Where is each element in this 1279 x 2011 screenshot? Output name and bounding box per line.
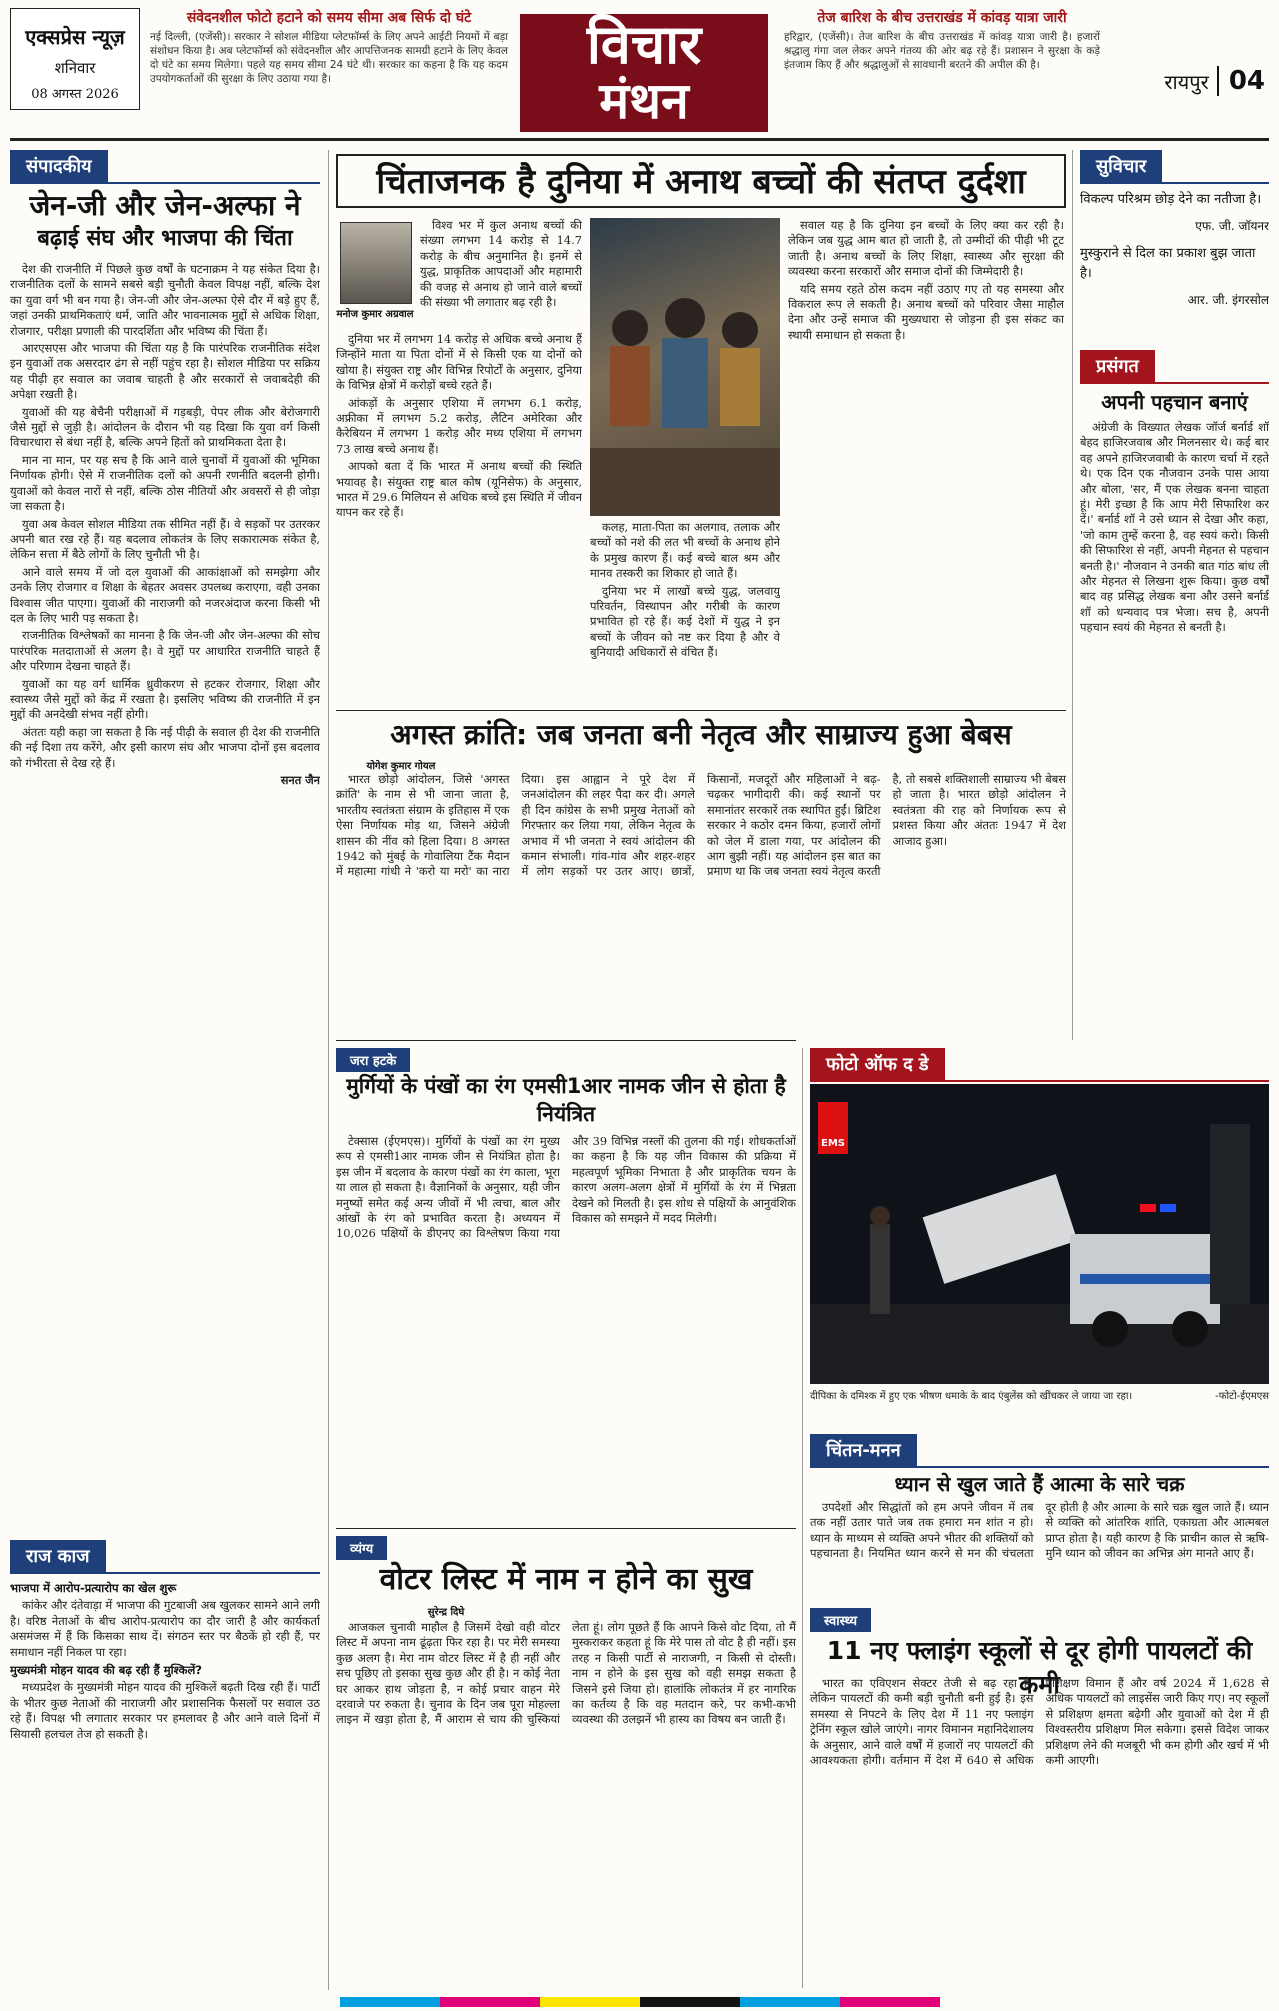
prasang-text: अंग्रेजी के विख्यात लेखक जॉर्ज बर्नार्ड शॉ बेहद हाजिरजवाब और मिलनसार थे। कई बार वह अपने हाजिरजवाबी के कारण चर्चा में रहते थे। एक दिन एक नौजवान उनके पास आया और बोला, 'सर, मैं एक लेखक बनना चाहता हूं। मेरी इच्छा है कि आप मेरी सिफारिश कर दें।' बर्नार्ड शॉ ने उसे ध्यान से देखा और कहा, 'जो काम तुम्हें करना है, वह स्वयं करो। किसी की सिफारिश से नहीं, अपनी मेहनत से पहचान बनती है।' नौजवान ने उनकी बात गांठ बांध ली और मेहनत से लिखना शुरू किया। कुछ वर्षों बाद वह प्रसिद्ध लेखक बना और उसने बर्नार्ड शॉ को धन्यवाद पत्र भेजा। सच है, अपनी पहचान स्वयं की मेहनत से बनती है। [1080, 420, 1269, 635]
rajkaaj-body [10, 1578, 320, 1998]
suvichar-author-1: एफ. जी. जॉयनर [1195, 219, 1269, 233]
vyangya-byline: सुरेन्द्र दिघे [427, 1607, 465, 1618]
photo-of-day [810, 1084, 1269, 1384]
rajkaaj-label: राज काज [10, 1540, 106, 1574]
lead-paragraph: आंकड़ों के अनुसार एशिया में लगभग 6.1 करोड़, अफ्रीका में लगभग 5.2 करोड़, लैटिन अमेरिका और कैरेबियन में लगभग 1 करोड़ और मध्य एशिया में लगभग 73 लाख बच्चे अनाथ हैं। [336, 395, 582, 456]
paper-name: एक्सप्रेस न्यूज़ [25, 25, 125, 49]
prasang-headline: अपनी पहचान बनाएं [1101, 390, 1248, 414]
brief-right-text: हरिद्वार, (एजेंसी)। तेज बारिश के बीच उत्तराखंड में कांवड़ यात्रा जारी है। हजारों श्रद्धालु गंगा जल लेकर अपने गंतव्य की ओर बढ़ रहे हैं। प्रशासन ने सुरक्षा के कड़े इंतजाम किए हैं और श्रद्धालुओं से सावधानी बरतने की अपील की है। [784, 31, 1100, 71]
lead-byline: मनोज कुमार अग्रवाल [336, 309, 414, 320]
vyangya-headline: वोटर लिस्ट में नाम न होने का सुख [379, 1562, 753, 1597]
vyangya-tag-wrap [336, 1536, 387, 1560]
photo-label-bar [810, 1048, 1269, 1082]
lead-paragraph: दुनिया भर में लाखों बच्चे युद्ध, जलवायु परिवर्तन, विस्थापन और गरीबी के कारण प्रभावित हो रहे हैं। कई देशों में युद्ध ने इन बच्चों के जीवन को नष्ट कर दिया है और वे बुनियादी अधिकारों से वंचित हैं। [590, 583, 780, 660]
kranti-headline: अगस्त क्रांति: जब जनता बनी नेतृत्व और साम्राज्य हुआ बेबस [390, 718, 1012, 751]
editorial-paragraph: युवा अब केवल सोशल मीडिया तक सीमित नहीं हैं। वे सड़कों पर उतरकर अपनी बात रख रहे हैं। यह बदलाव लोकतंत्र के लिए सकारात्मक संकेत है, लेकिन सत्ता में बैठे लोगों के लिए चुनौती भी है। [10, 516, 320, 562]
page-number: 04 [1217, 66, 1265, 96]
lead-paragraph: दुनिया भर में लगभग 14 करोड़ से अधिक बच्चे अनाथ हैं जिन्होंने माता या पिता दोनों में से किसी एक या दोनों को खोया है। संयुक्त राष्ट्र और विभिन्न रिपोर्टों के अनुसार, दुनिया के विभिन्न क्षेत्रों में करोड़ों बच्चे रहते हैं। [336, 332, 582, 393]
suvichar-quote-1: विकल्प परिश्रम छोड़ देने का नतीजा है। [1080, 192, 1262, 207]
editorial-body [10, 262, 320, 1530]
swasthya-body [810, 1676, 1269, 1982]
city-name: रायपुर [1164, 70, 1209, 94]
column-divider [1072, 150, 1073, 1040]
chintan-label-bar [810, 1434, 1269, 1468]
lead-divider [336, 710, 1066, 711]
editorial-label: संपादकीय [10, 150, 108, 184]
editorial-paragraph: युवाओं की यह बेचैनी परीक्षाओं में गड़बड़ी, पेपर लीक और बेरोजगारी जैसे मुद्दों से जुड़ी है। आंदोलन के दौरान भी यह दिखा कि युवा वर्ग किसी विचारधारा से बंधा नहीं है, बल्कि अपने हितों को प्राथमिकता देता है। [10, 404, 320, 450]
lead-col-2b [590, 520, 780, 702]
editorial-signature: सनत जैन [280, 773, 320, 787]
suvichar-label-bar [1080, 150, 1269, 184]
ems-logo: EMS [818, 1102, 848, 1154]
prasang-body [1080, 420, 1269, 1034]
editorial-paragraph: अंततः यही कहा जा सकता है कि नई पीढ़ी के सवाल ही देश की राजनीति की नई दिशा तय करेंगे, और इसी कारण संघ और भाजपा दोनों इस बदलाव को गंभीरता से देख रहे हैं। [10, 724, 320, 770]
rajkaaj-text-2: मध्यप्रदेश के मुख्यमंत्री मोहन यादव की मुश्किलें बढ़ती दिख रही हैं। पार्टी के भीतर कुछ नेताओं की नाराजगी और प्रशासनिक फैसलों पर सवाल उठ रहे हैं। विपक्ष भी लगातार सरकार पर हमलावर है और आने वाले दिनों में सियासी हलचल तेज हो सकती है। [10, 1680, 320, 1741]
editorial-paragraph: युवाओं का यह वर्ग धार्मिक ध्रुवीकरण से हटकर रोजगार, शिक्षा और स्वास्थ्य जैसे मुद्दों को केंद्र में रखता है। इसलिए भविष्य की राजनीति में इन मुद्दों की अनदेखी संभव नहीं होगी। [10, 676, 320, 722]
editorial-paragraph: देश की राजनीति में पिछले कुछ वर्षों के घटनाक्रम ने यह संकेत दिया है। राजनीतिक दलों के सामने सबसे बड़ी चुनौती केवल विपक्ष नहीं, बल्कि देश का युवा वर्ग भी बन गया है। जेन-जी और जेन-अल्फा ऐसे दौर में बड़े हुए हैं, जहां उनकी प्राथमिकताएं धर्म, जाति और भावनात्मक मुद्दों से अधिक शिक्षा, रोजगार, परीक्षा प्रणाली की पारदर्शिता और भविष्य की चिंता हैं। [10, 262, 320, 338]
hatke-divider [336, 1040, 796, 1041]
column-divider [328, 150, 329, 1990]
prasang-label: प्रसंगत [1080, 350, 1155, 384]
lead-paragraph: सवाल यह है कि दुनिया इन बच्चों के लिए क्या कर रही है। लेकिन जब युद्ध आम बात हो जाती है, तो उम्मीदों की पीढ़ी भी टूट जाती है। अनाथ बच्चों के लिए शिक्षा, स्वास्थ्य और सुरक्षा की व्यवस्था करना सरकारों और समाज दोनों की जिम्मेदारी है। [788, 218, 1064, 279]
hatke-headline: मुर्गियों के पंखों का रंग एमसी1आर नामक जीन से होता है नियंत्रित [346, 1074, 786, 1126]
editorial-paragraph: आरएसएस और भाजपा की चिंता यह है कि पारंपरिक राजनीतिक संदेश इन युवाओं तक असरदार ढंग से नहीं पहुंच रहा है। सोशल मीडिया पर सक्रिय यह पीढ़ी हर सवाल का जवाब चाहती है और सरकारों से जवाबदेही की अपेक्षा रखती है। [10, 341, 320, 402]
lead-paragraph: यदि समय रहते ठोस कदम नहीं उठाए गए तो यह समस्या और विकराल रूप ले सकती है। अनाथ बच्चों को परिवार जैसा माहौल देना और उन्हें समाज की मुख्यधारा से जोड़ना ही इस संकट का स्थायी समाधान हो सकता है। [788, 281, 1064, 342]
vyangya-body [336, 1620, 796, 1990]
section-title-box [520, 14, 768, 132]
hatke-tag: जरा हटके [336, 1048, 410, 1072]
rajkaaj-subhead-2: मुख्यमंत्री मोहन यादव की बढ़ रही हैं मुश्किलें? [10, 1663, 202, 1678]
suvichar-author-2: आर. जी. इंगरसोल [1187, 293, 1269, 307]
photo-scene [810, 1084, 1269, 1384]
masthead-box [10, 8, 140, 110]
kranti-text: भारत छोड़ो आंदोलन, जिसे 'अगस्त क्रांति' के नाम से भी जाना जाता है, भारतीय स्वतंत्रता संग्राम के इतिहास में एक ऐसा निर्णायक मोड़ था, जिसने अंग्रेजी शासन की नींव को हिला दिया। 8 अगस्त 1942 को मुंबई के गोवालिया टैंक मैदान में महात्मा गांधी ने 'करो या मरो' का नारा दिया। इस आह्वान ने पूरे देश में जनआंदोलन की लहर पैदा कर दी। अगले ही दिन कांग्रेस के सभी प्रमुख नेताओं को गिरफ्तार कर लिया गया, लेकिन नेतृत्व के अभाव में भी जनता ने स्वयं आंदोलन की कमान संभाली। गांव-गांव और शहर-शहर में लोग सड़कों पर उतर आए। छात्रों, किसानों, मजदूरों और महिलाओं ने बढ़-चढ़कर भागीदारी की। कई स्थानों पर समानांतर सरकारें तक स्थापित हुईं। ब्रिटिश सरकार ने कठोर दमन किया, हजारों लोगों को जेल में डाला गया, पर आंदोलन की आग बुझी नहीं। यह आंदोलन इस बात का प्रमाण था कि जब जनता स्वयं नेतृत्व करती है, तो सबसे शक्तिशाली साम्राज्य भी बेबस हो जाता है। भारत छोड़ो आंदोलन ने स्वतंत्रता की राह को निर्णायक रूप से प्रशस्त किया और अंततः 1947 में देश आजाद हुआ। [336, 772, 1066, 879]
photo-label: फोटो ऑफ द डे [810, 1048, 945, 1082]
masthead-rule [10, 138, 1269, 141]
editorial-headline [10, 188, 320, 254]
issue-day: शनिवार [54, 59, 96, 77]
kranti-byline: योगेश कुमार गोयल [366, 761, 436, 772]
swasthya-tag: स्वास्थ्य [810, 1608, 871, 1632]
editorial-label-bar [10, 150, 320, 184]
editorial-headline-line2: बढ़ाई संघ और भाजपा की चिंता [37, 226, 293, 251]
lead-col-1a [420, 218, 582, 328]
swasthya-headline: 11 नए फ्लाइंग स्कूलों से दूर होगी पायलटों की कमी [826, 1636, 1253, 1699]
registration-marks [340, 1997, 940, 2007]
suvichar-quote-2: मुस्कुराने से दिल का प्रकाश बुझ जाता है। [1080, 246, 1256, 281]
chintan-text: उपदेशों और सिद्धांतों को हम अपने जीवन में तब तक नहीं उतार पाते जब तक हमारा मन शांत न हो। ध्यान के माध्यम से व्यक्ति अपने भीतर की शक्तियों को पहचानता है। नियमित ध्यान करने से मन की चंचलता दूर होती है और आत्मा के सारे चक्र खुल जाते हैं। ध्यान से व्यक्ति को आंतरिक शांति, एकाग्रता और आत्मबल प्राप्त होता है। यही कारण है कि प्राचीन काल से ऋषि-मुनि ध्यान को जीवन का अभिन्न अंग मानते आए हैं। [810, 1500, 1269, 1561]
issue-date: 08 अगस्त 2026 [31, 87, 119, 102]
editorial-paragraph: मान ना मान, पर यह सच है कि आने वाले चुनावों में युवाओं की भूमिका निर्णायक होगी। ऐसे में राजनीतिक दलों को अपनी रणनीति बदलनी होगी। युवाओं को केवल नारों से नहीं, बल्कि ठोस नीतियों और अवसरों से ही जोड़ा जा सकता है। [10, 452, 320, 514]
vyangya-divider [336, 1528, 796, 1529]
brief-right[interactable] [784, 8, 1100, 72]
hatke-tag-wrap [336, 1048, 410, 1072]
rajkaaj-label-bar [10, 1540, 320, 1574]
lead-col-1b [336, 332, 582, 700]
lead-paragraph: आपको बता दें कि भारत में अनाथ बच्चों की स्थिति भयावह है। संयुक्त राष्ट्र बाल कोष (यूनिसेफ) के अनुसार, भारत में 29.6 मिलियन से अधिक बच्चे इस स्थिति में जीवन यापन कर रहे हैं। [336, 459, 582, 520]
kranti-body [336, 772, 1066, 1034]
lead-col-3 [788, 218, 1064, 702]
editorial-paragraph: आने वाले समय में जो दल युवाओं की आकांक्षाओं को समझेगा और उनके लिए रोजगार व शिक्षा के बेहतर अवसर उपलब्ध कराएगा, वही उनका विश्वास जीत पाएगा। युवाओं की नाराजगी को नजरअंदाज करना किसी भी दल के लिए भारी पड़ सकता है। [10, 564, 320, 625]
lead-headline: चिंताजनक है दुनिया में अनाथ बच्चों की संतप्त दुर्दशा [336, 154, 1066, 208]
editorial-paragraph: राजनीतिक विश्लेषकों का मानना है कि जेन-जी और जेन-अल्फा की सोच पारंपरिक मतदाताओं से अलग है। वे मुद्दों पर आधारित राजनीति चाहते हैं और परिणाम देखना चाहते हैं। [10, 628, 320, 674]
hatke-text: टेक्सास (ईएमएस)। मुर्गियों के पंखों का रंग मुख्य रूप से एमसी1आर नामक जीन से नियंत्रित होता है। इस जीन में बदलाव के कारण पंखों का रंग काला, भूरा या लाल हो सकता है। वैज्ञानिकों के अनुसार, यही जीन मनुष्यों समेत कई अन्य जीवों में भी त्वचा, बाल और आंखों के रंग को प्रभावित करता है। अध्ययन में 10,026 पक्षियों के डीएनए का विश्लेषण किया गया और 39 विभिन्न नस्लों की तुलना की गई। शोधकर्ताओं का कहना है कि यह जीन विकास की प्रक्रिया में महत्वपूर्ण भूमिका निभाता है और प्राकृतिक चयन के कारण अलग-अलग क्षेत्रों में मुर्गियों के रंग में भिन्नता देखने को मिलती है। इस शोध से पक्षियों के आनुवंशिक विकास को समझने में मदद मिलेगी। [336, 1134, 796, 1241]
chintan-label: चिंतन-मनन [810, 1434, 917, 1468]
chintan-body [810, 1500, 1269, 1596]
prasang-label-bar [1080, 350, 1269, 384]
section-title-line2: मंथन [599, 72, 689, 130]
brief-right-title: तेज बारिश के बीच उत्तराखंड में कांवड़ यात्रा जारी [817, 10, 1067, 26]
lead-paragraph: विश्व भर में कुल अनाथ बच्चों की संख्या लगभग 14 करोड़ से 14.7 करोड़ के बीच अनुमानित है। इनमें से युद्ध, प्राकृतिक आपदाओं और महामारी की वजह से अनाथ हो जाने वाले बच्चों की संख्या भी लगातार बढ़ रही है। [420, 218, 582, 310]
brief-left-title: संवेदनशील फोटो हटाने को समय सीमा अब सिर्फ दो घंटे [186, 10, 472, 26]
editorial-headline-line1: जेन-जी और जेन-अल्फा ने [29, 189, 301, 222]
color-registration-strip [340, 1992, 940, 2002]
brief-left-text: नई दिल्ली, (एजेंसी)। सरकार ने सोशल मीडिया प्लेटफॉर्म्स के लिए अपने आईटी नियमों में बड़ा संशोधन किया है। अब प्लेटफॉर्म्स को संवेदनशील और आपत्तिजनक सामग्री हटाने के लिए केवल दो घंटे का समय मिलेगा। पहले यह समय सीमा 24 घंटे थी। सरकार का कहना है कि यह कदम उपयोगकर्ताओं की सुरक्षा के लिए उठाया गया है। [150, 31, 508, 85]
photo-credit: -फोटो-ईएमएस [1215, 1391, 1269, 1402]
children-silhouettes [590, 218, 780, 516]
hatke-body [336, 1134, 796, 1522]
brief-left[interactable] [150, 8, 508, 86]
lead-paragraph: कलह, माता-पिता का अलगाव, तलाक और बच्चों को नशे की लत भी बच्चों के अनाथ होने के प्रमुख कारण हैं। कई बच्चे बाल श्रम और मानव तस्करी का शिकार हो जाते हैं। [590, 520, 780, 581]
orphan-children-photo [590, 218, 780, 516]
vyangya-tag: व्यंग्य [336, 1536, 387, 1560]
rajkaaj-text-1: कांकेर और दंतेवाड़ा में भाजपा की गुटबाजी अब खुलकर सामने आने लगी है। वरिष्ठ नेताओं के बीच आरोप-प्रत्यारोप का दौर जारी है और कार्यकर्ता असमंजस में हैं कि किसका साथ दें। संगठन स्तर पर बैठकें हो रही हैं, पर समाधान नहीं निकल पा रहा। [10, 1598, 320, 1659]
section-title-line1: विचार [586, 13, 702, 76]
rajkaaj-subhead-1: भाजपा में आरोप-प्रत्यारोप का खेल शुरू [10, 1581, 177, 1595]
photo-caption: दीपिका के दमिश्क में हुए एक भीषण धमाके के बाद एंबुलेंस को खींचकर ले जाया जा रहा। [810, 1391, 1133, 1402]
suvichar-body [1080, 190, 1269, 340]
swasthya-text: भारत का एविएशन सेक्टर तेजी से बढ़ रहा है, लेकिन पायलटों की कमी बड़ी चुनौती बनी हुई है। इस समस्या से निपटने के लिए देश में 11 नए फ्लाइंग ट्रेनिंग स्कूल खोले जाएंगे। नागर विमानन महानिदेशालय के अनुसार, आने वाले वर्षों में हजारों नए पायलटों की आवश्यकता होगी। वर्तमान में देश में 640 से अधिक प्रशिक्षण विमान हैं और वर्ष 2024 में 1,628 से अधिक पायलटों को लाइसेंस जारी किए गए। नए स्कूलों से प्रशिक्षण क्षमता बढ़ेगी और युवाओं को देश में ही विश्वस्तरीय प्रशिक्षण मिल सकेगा। इससे विदेश जाकर प्रशिक्षण लेने की मजबूरी भी कम होगी और खर्च में भी कमी आएगी। [810, 1676, 1269, 1768]
author-photo [340, 222, 412, 304]
page-info [1164, 66, 1265, 96]
chintan-headline: ध्यान से खुल जाते हैं आत्मा के सारे चक्र [894, 1472, 1185, 1496]
vyangya-text: आजकल चुनावी माहौल है जिसमें देखो वही वोटर लिस्ट में अपना नाम ढूंढ़ता फिर रहा है। पर मेरी समस्या कुछ अलग है। मेरा नाम वोटर लिस्ट में है ही नहीं और सच पूछिए तो इसका सुख कुछ और ही है। न कोई नेता घर आकर हाथ जोड़ता है, न कोई प्रचार वाहन मेरे दरवाजे पर रुकता है। चुनाव के दिन जब पूरा मोहल्ला लाइन में खड़ा होता है, मैं आराम से चाय की चुस्कियां लेता हूं। लोग पूछते हैं कि आपने किसे वोट दिया, तो मैं मुस्कराकर कहता हूं कि मेरे पास तो वोट है ही नहीं। इस तरह न किसी पार्टी से नाराजगी, न किसी से दोस्ती। नाम न होने के इस सुख को वही समझ सकता है जिसने इसे जिया हो। हालांकि लोकतंत्र में हर नागरिक का कर्तव्य है कि वह मतदान करे, पर कभी-कभी व्यवस्था की उलझनें भी हास्य का विषय बन जाती हैं। [336, 1620, 796, 1727]
column-divider [802, 1048, 803, 1988]
suvichar-label: सुविचार [1080, 150, 1162, 184]
swasthya-tag-wrap [810, 1608, 871, 1632]
